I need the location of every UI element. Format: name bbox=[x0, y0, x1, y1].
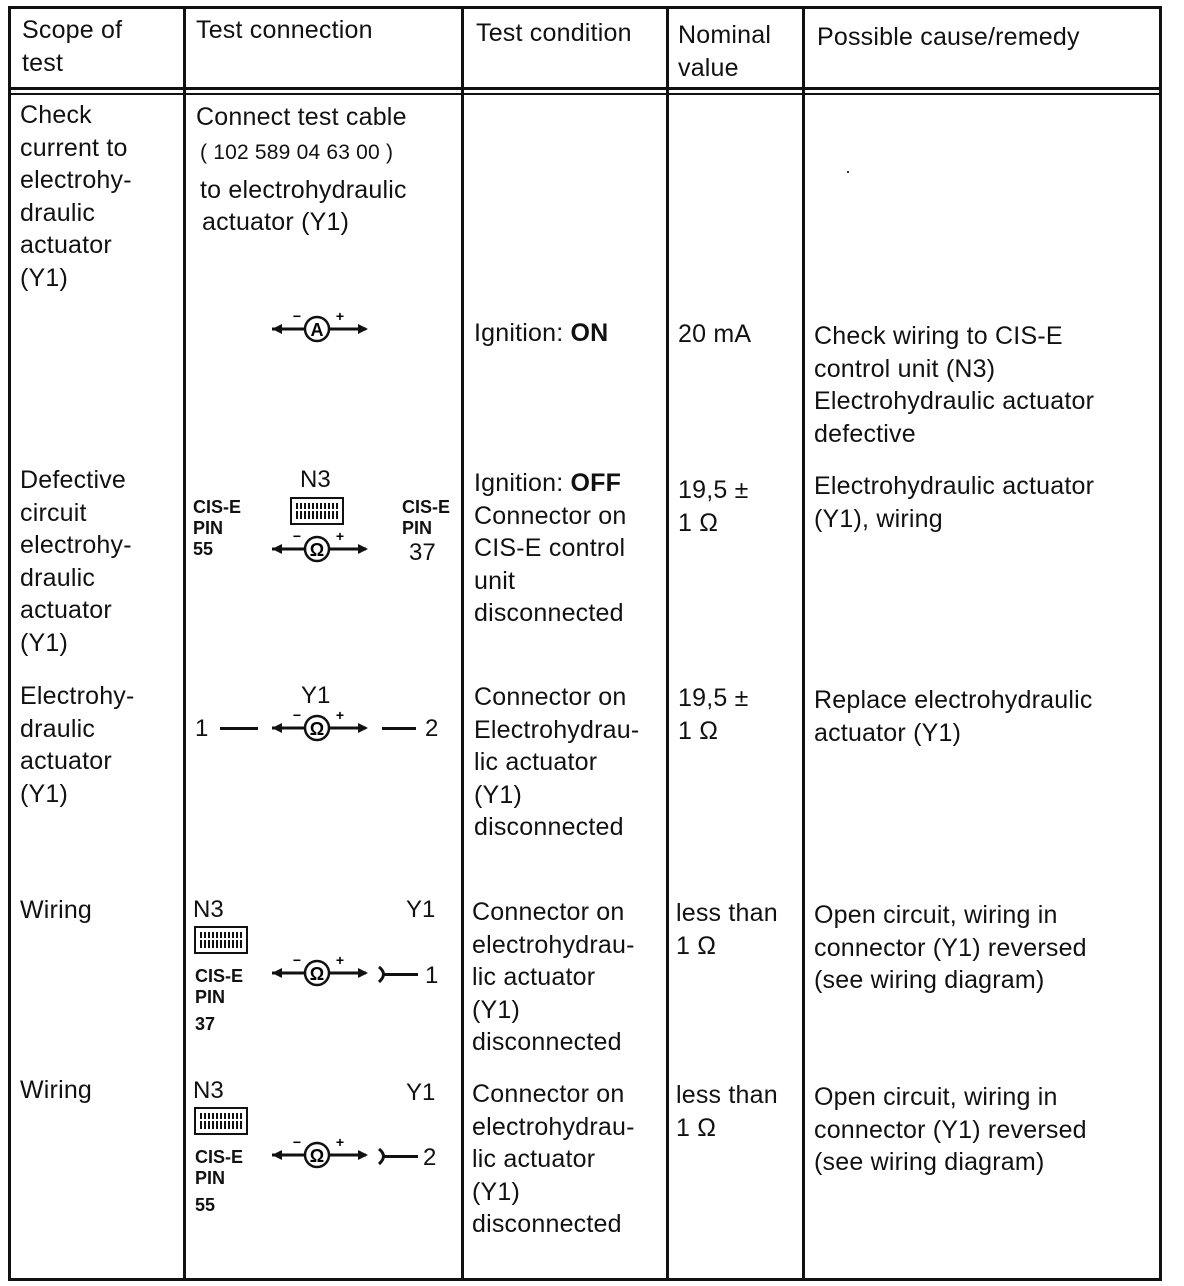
speck bbox=[847, 171, 849, 173]
row4-scope: Electrohy- draulic actuator (Y1) bbox=[20, 682, 135, 808]
row6-condition: Connector on electrohydrau- lic actuator (Y1) disconnected bbox=[472, 1080, 635, 1238]
n3-control-unit-icon bbox=[290, 497, 344, 525]
row3-nominal: 19,5 ± 1 Ω bbox=[678, 476, 749, 537]
row2-condition: Ignition: ON bbox=[474, 319, 609, 347]
table-border-right bbox=[1159, 6, 1162, 1281]
connector-symbol bbox=[376, 965, 420, 985]
ammeter-symbol bbox=[272, 308, 368, 348]
ohmmeter-symbol bbox=[272, 528, 368, 568]
svg-text:−: − bbox=[292, 707, 302, 723]
svg-text:+: + bbox=[335, 528, 345, 544]
row3-right-pin: 37 bbox=[409, 539, 436, 566]
ohmmeter-symbol bbox=[272, 1134, 368, 1174]
column-divider-3 bbox=[666, 6, 669, 1281]
row6-pin: 2 bbox=[423, 1144, 437, 1171]
connector-symbol bbox=[376, 1147, 420, 1167]
row4-left-pin: 1 bbox=[195, 715, 209, 742]
ohmmeter-symbol bbox=[272, 952, 368, 992]
row2-nominal: 20 mA bbox=[678, 320, 752, 348]
row3-right-terminal: CIS-E PIN bbox=[402, 497, 451, 538]
row1-scope: Check current to electrohy- draulic actuator (Y1) bbox=[20, 101, 132, 292]
table-border-top bbox=[8, 6, 1162, 9]
row5-terminal: CIS-E PIN 37 bbox=[195, 966, 244, 1034]
row4-left-lead bbox=[220, 727, 258, 730]
row3-cause: Electrohydraulic actuator (Y1), wiring bbox=[814, 472, 1095, 533]
row6-scope: Wiring bbox=[20, 1076, 93, 1104]
row4-nominal: 19,5 ± 1 Ω bbox=[678, 684, 749, 745]
row6-terminal: CIS-E PIN 55 bbox=[195, 1147, 244, 1215]
n3-control-unit-icon bbox=[194, 926, 248, 954]
row3-condition: Ignition: OFF Connector on CIS-E control unit disconnected bbox=[474, 469, 627, 627]
svg-text:Ω: Ω bbox=[309, 719, 325, 739]
row1-connection-part-number: ( 102 589 04 63 00 ) bbox=[200, 141, 394, 164]
row1-connection-line4: actuator (Y1) bbox=[202, 208, 350, 236]
row5-component-y1: Y1 bbox=[406, 896, 436, 923]
table-border-bottom bbox=[8, 1278, 1162, 1281]
svg-text:Ω: Ω bbox=[309, 1146, 325, 1166]
header-divider-inner bbox=[8, 93, 1162, 95]
row5-scope: Wiring bbox=[20, 896, 93, 924]
row1-connection-line1: Connect test cable bbox=[196, 103, 407, 131]
row3-component-n3: N3 bbox=[300, 466, 331, 493]
row5-condition: Connector on electrohydrau- lic actuator (Y1) disconnected bbox=[472, 898, 635, 1056]
table-border-left bbox=[8, 6, 11, 1281]
row4-cause: Replace electrohydraulic actuator (Y1) bbox=[814, 686, 1093, 747]
row6-component-n3: N3 bbox=[193, 1077, 224, 1104]
row5-nominal: less than 1 Ω bbox=[676, 899, 778, 960]
svg-text:+: + bbox=[335, 1134, 345, 1150]
header-connection: Test connection bbox=[196, 16, 373, 44]
n3-control-unit-icon bbox=[194, 1107, 248, 1135]
svg-text:−: − bbox=[292, 528, 302, 544]
column-divider-2 bbox=[461, 6, 464, 1281]
column-divider-1 bbox=[183, 6, 186, 1281]
row4-component-y1: Y1 bbox=[301, 682, 331, 709]
svg-text:+: + bbox=[335, 952, 345, 968]
header-cause: Possible cause/remedy bbox=[817, 23, 1080, 51]
row4-condition: Connector on Electrohydrau- lic actuator (Y1) disconnected bbox=[474, 683, 640, 841]
row6-component-y1: Y1 bbox=[406, 1079, 436, 1106]
svg-text:Ω: Ω bbox=[309, 540, 325, 560]
header-condition: Test condition bbox=[476, 19, 632, 47]
svg-text:−: − bbox=[292, 1134, 302, 1150]
row6-cause: Open circuit, wiring in connector (Y1) reversed (see wiring diagram) bbox=[814, 1083, 1087, 1176]
ammeter-letter: A bbox=[310, 320, 324, 340]
header-divider bbox=[8, 87, 1162, 90]
row6-nominal: less than 1 Ω bbox=[676, 1081, 778, 1142]
row3-scope: Defective circuit electrohy- draulic actuator (Y1) bbox=[20, 466, 132, 657]
row4-right-pin: 2 bbox=[425, 715, 439, 742]
svg-text:+: + bbox=[335, 308, 345, 324]
svg-text:Ω: Ω bbox=[309, 964, 325, 984]
row5-component-n3: N3 bbox=[193, 896, 224, 923]
row4-right-lead bbox=[382, 727, 416, 730]
row2-cause: Check wiring to CIS-E control unit (N3) Electrohydraulic actuator defective bbox=[814, 322, 1095, 448]
row3-left-terminal: CIS-E PIN 55 bbox=[193, 497, 242, 559]
svg-text:−: − bbox=[292, 308, 302, 324]
header-scope: Scope of test bbox=[22, 16, 123, 77]
row1-connection-line3: to electrohydraulic bbox=[200, 176, 407, 204]
svg-text:−: − bbox=[292, 952, 302, 968]
svg-text:+: + bbox=[335, 707, 345, 723]
ohmmeter-symbol bbox=[272, 707, 368, 747]
header-nominal: Nominal value bbox=[678, 21, 772, 82]
row5-pin: 1 bbox=[425, 962, 439, 989]
column-divider-4 bbox=[802, 6, 805, 1281]
row5-cause: Open circuit, wiring in connector (Y1) reversed (see wiring diagram) bbox=[814, 901, 1087, 994]
